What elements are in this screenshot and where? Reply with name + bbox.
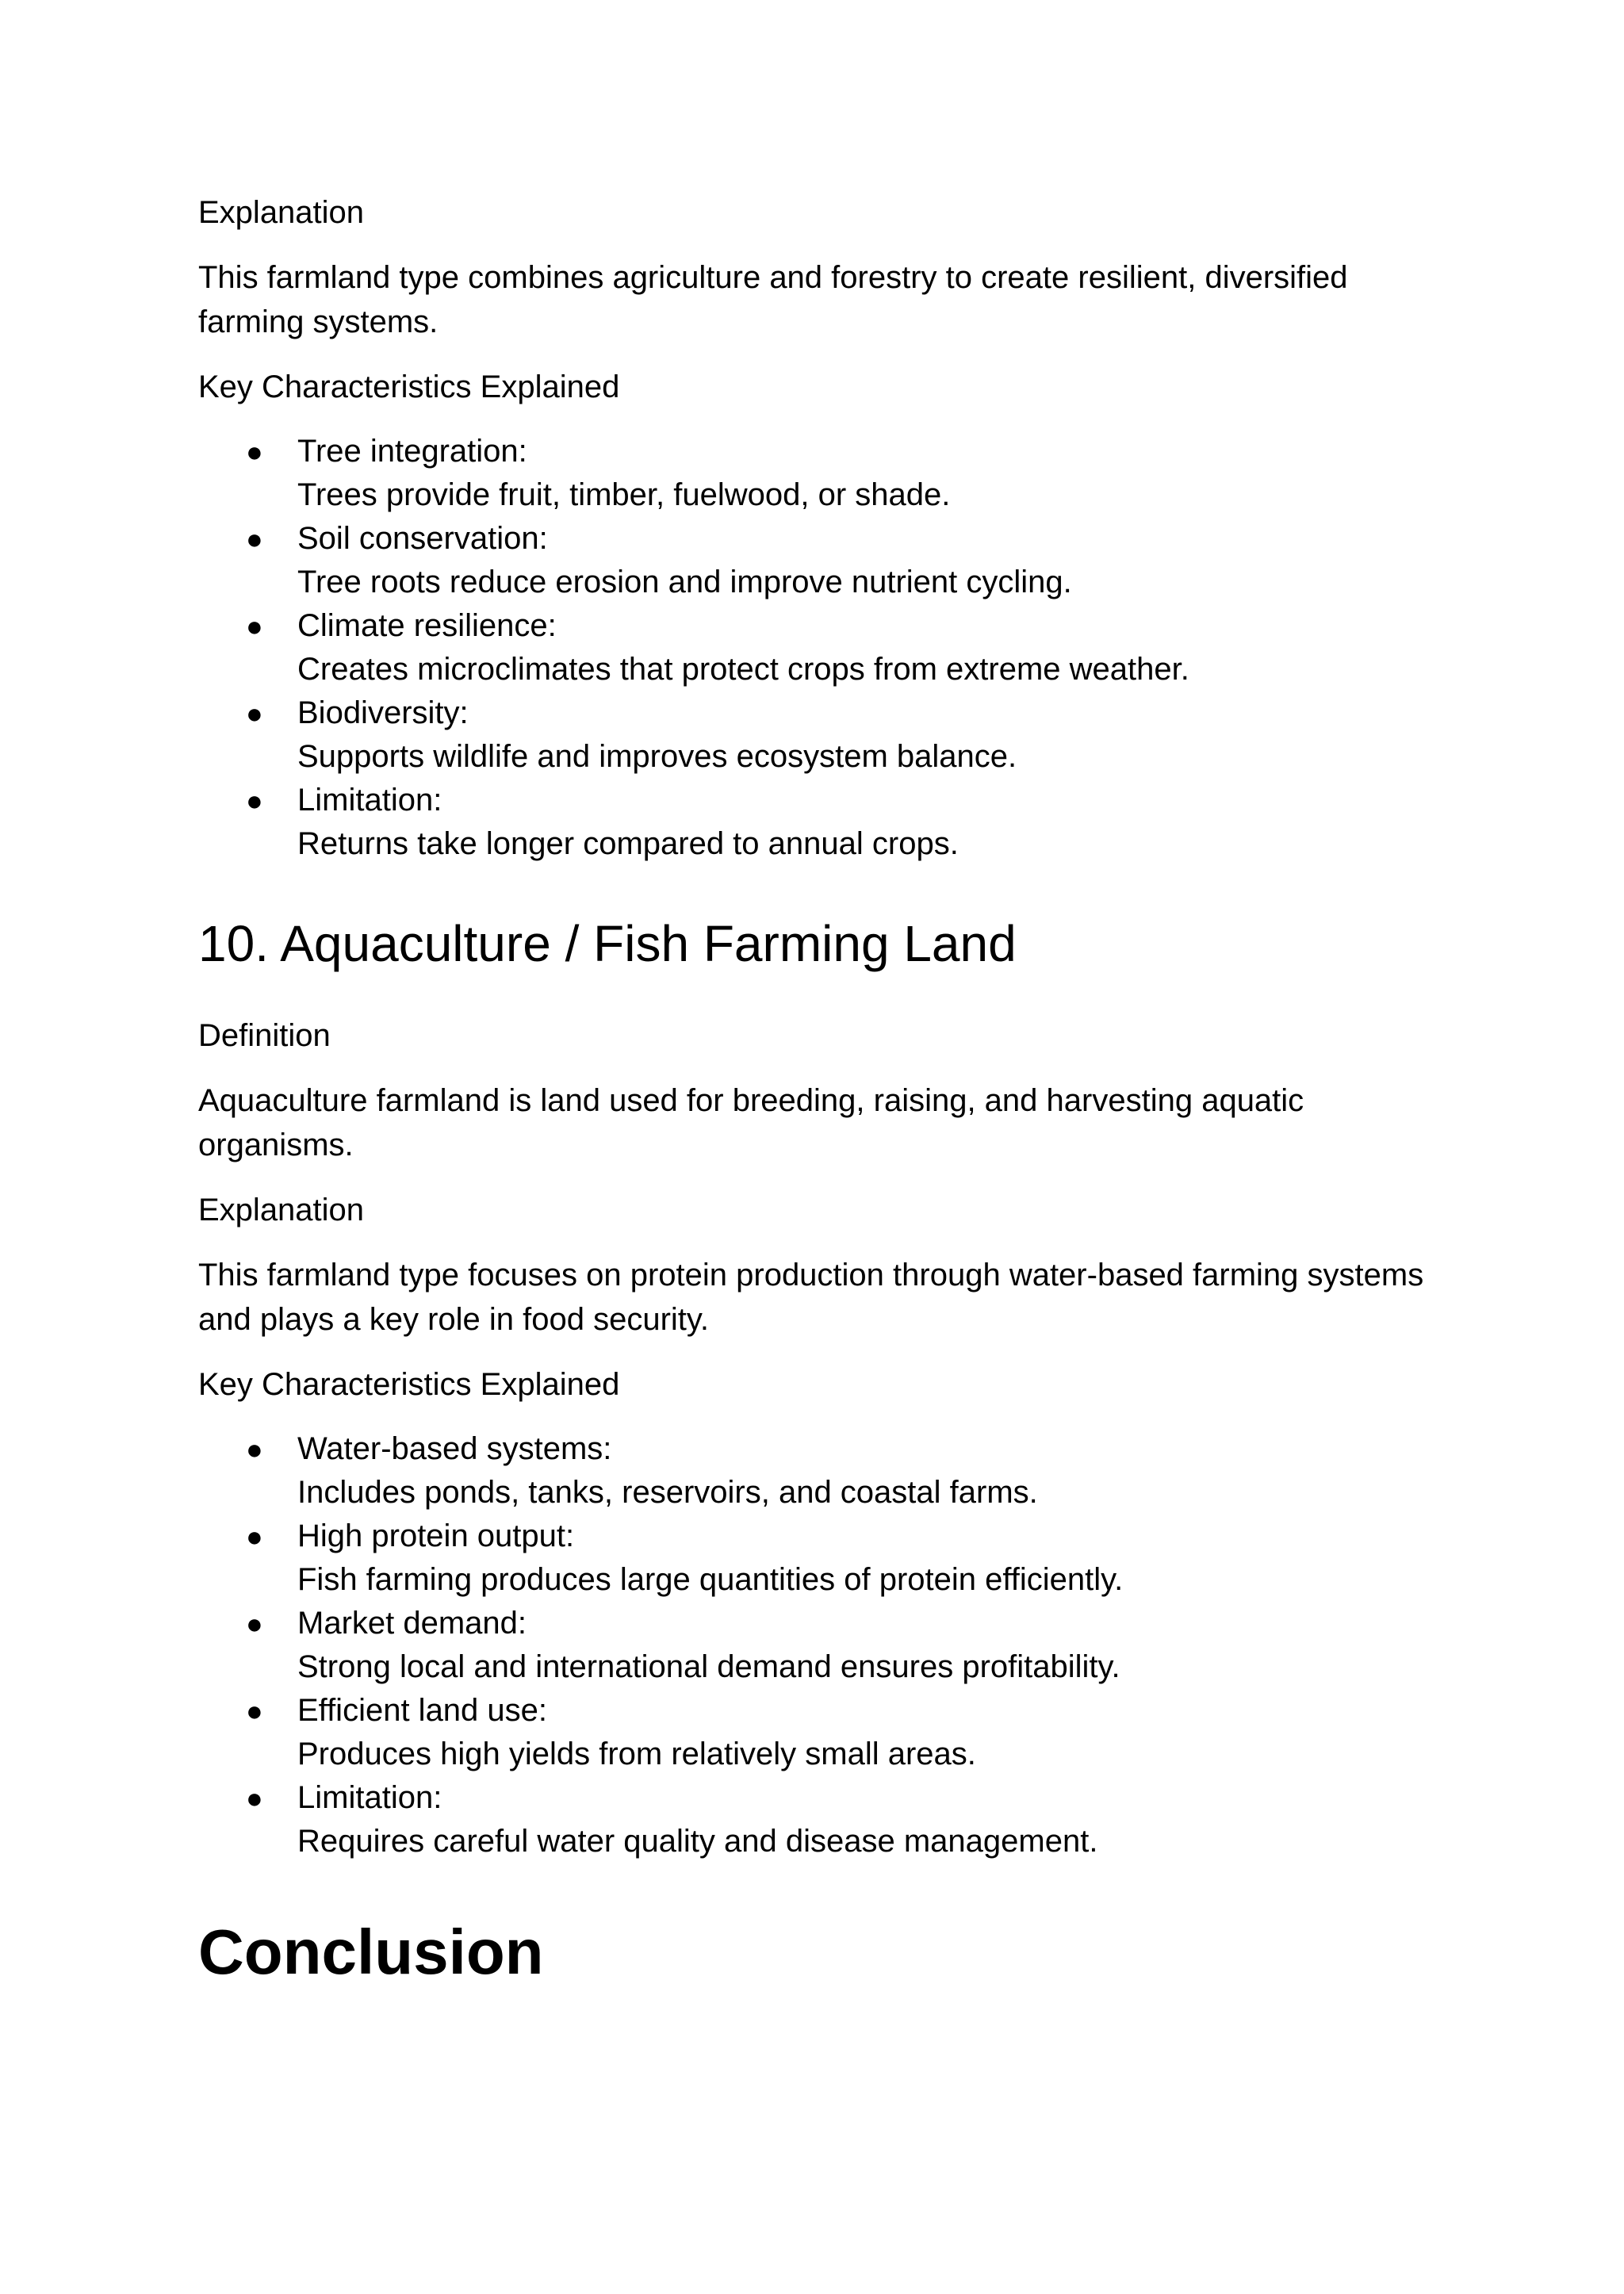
- characteristics-label: Key Characteristics Explained: [198, 1367, 620, 1402]
- characteristic-description: Supports wildlife and improves ecosystem balance.: [297, 739, 1017, 774]
- explanation-label: Explanation: [198, 195, 365, 230]
- list-item: [198, 1602, 1435, 1689]
- explanation-label: Explanation: [198, 1193, 365, 1227]
- bullet-icon: ●: [246, 1520, 263, 1553]
- characteristic-description: Creates microclimates that protect crops from extreme weather.: [297, 652, 1189, 687]
- characteristic-title: Soil conservation:: [297, 521, 548, 556]
- bullet-icon: ●: [246, 435, 263, 468]
- characteristic-title: Biodiversity:: [297, 695, 469, 730]
- conclusion-heading: Conclusion: [198, 1917, 544, 1987]
- characteristic-description: Produces high yields from relatively small areas.: [297, 1737, 976, 1771]
- characteristics-list: [198, 430, 1435, 866]
- characteristic-title: Tree integration:: [297, 434, 527, 469]
- bullet-icon: ●: [246, 523, 263, 555]
- section-heading: 10. Aquaculture / Fish Farming Land: [198, 915, 1017, 972]
- list-item: [198, 430, 1435, 517]
- characteristic-description: Strong local and international demand ensures profitability.: [297, 1649, 1120, 1684]
- explanation-text: This farmland type combines agriculture and forestry to create resilient, diversified farming systems.: [198, 260, 1348, 339]
- list-item: [198, 1515, 1435, 1602]
- characteristic-description: Fish farming produces large quantities of protein efficiently.: [297, 1562, 1124, 1597]
- characteristic-title: Efficient land use:: [297, 1693, 548, 1728]
- characteristic-title: Climate resilience:: [297, 608, 557, 643]
- bullet-icon: ●: [246, 784, 263, 817]
- characteristic-title: High protein output:: [297, 1518, 575, 1553]
- list-item: [198, 779, 1435, 866]
- characteristics-label: Key Characteristics Explained: [198, 370, 620, 404]
- characteristic-description: Tree roots reduce erosion and improve nutrient cycling.: [297, 565, 1072, 599]
- list-item: [198, 1776, 1435, 1863]
- definition-label: Definition: [198, 1018, 331, 1053]
- characteristic-description: Trees provide fruit, timber, fuelwood, or shade.: [297, 477, 951, 512]
- explanation-text: This farmland type focuses on protein production through water-based farming systems and plays a key role in food security.: [198, 1258, 1424, 1337]
- characteristic-title: Limitation:: [297, 1780, 442, 1815]
- list-item: [198, 517, 1435, 604]
- characteristic-description: Requires careful water quality and disease management.: [297, 1824, 1098, 1859]
- characteristics-list: [198, 1427, 1435, 1863]
- bullet-icon: ●: [246, 1695, 263, 1727]
- characteristic-description: Returns take longer compared to annual crops.: [297, 826, 959, 861]
- characteristic-title: Limitation:: [297, 783, 442, 818]
- list-item: [198, 1427, 1435, 1515]
- bullet-icon: ●: [246, 1433, 263, 1465]
- characteristic-title: Water-based systems:: [297, 1431, 612, 1466]
- list-item: [198, 1689, 1435, 1776]
- bullet-icon: ●: [246, 1607, 263, 1640]
- characteristic-description: Includes ponds, tanks, reservoirs, and coastal farms.: [297, 1475, 1038, 1510]
- bullet-icon: ●: [246, 697, 263, 730]
- list-item: [198, 604, 1435, 691]
- definition-text: Aquaculture farmland is land used for breeding, raising, and harvesting aquatic organisms.: [198, 1083, 1304, 1162]
- list-item: [198, 691, 1435, 779]
- bullet-icon: ●: [246, 1782, 263, 1814]
- document-page: [198, 190, 1435, 1990]
- bullet-icon: ●: [246, 610, 263, 642]
- characteristic-title: Market demand:: [297, 1606, 527, 1641]
